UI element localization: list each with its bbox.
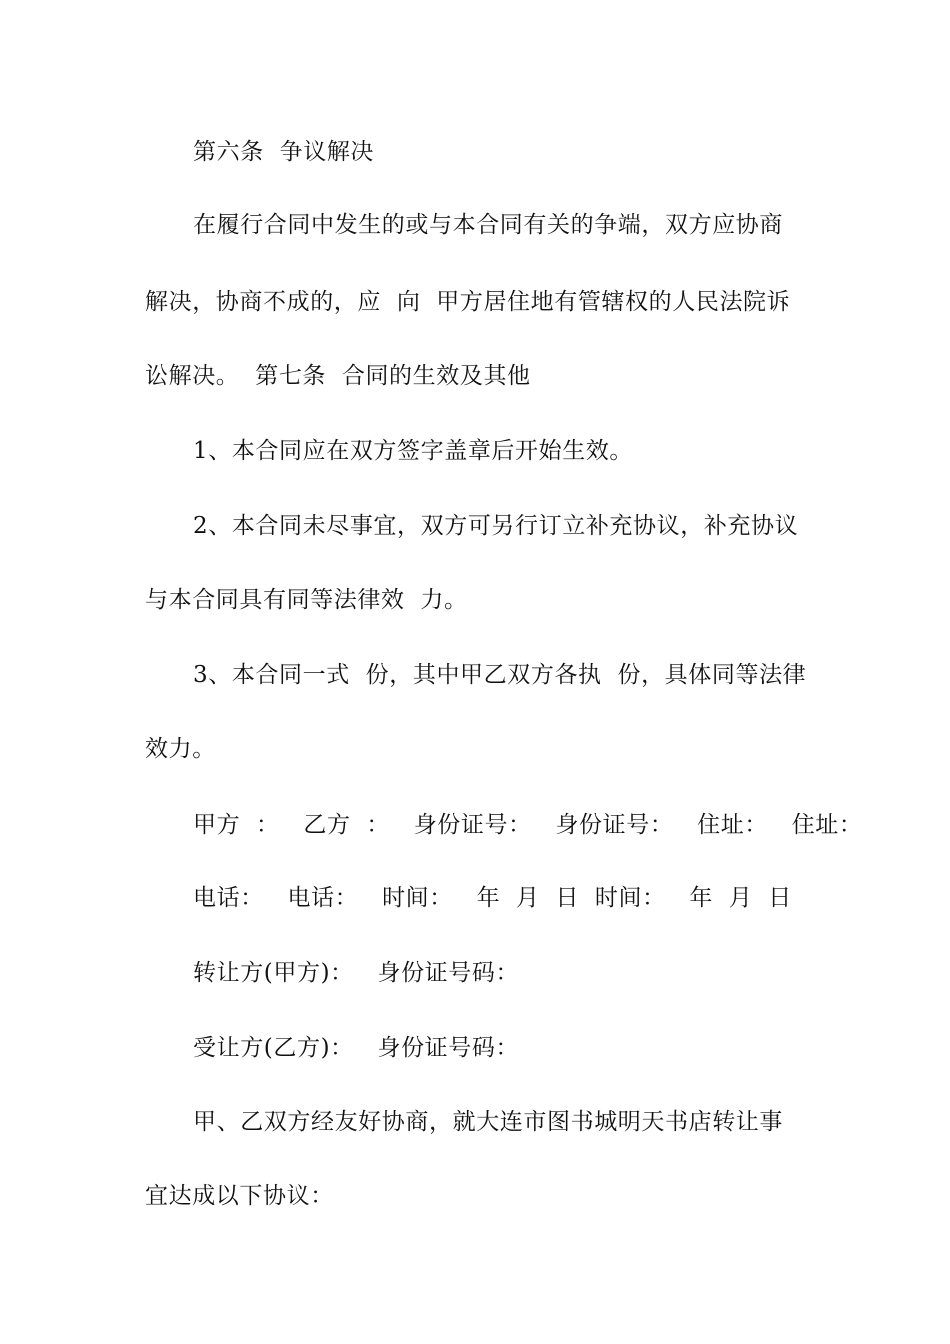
- paragraph-line: 与本合同具有同等法律效 力。: [145, 587, 468, 613]
- transferor-field: 转让方(甲方)： 身份证号码：: [193, 960, 520, 986]
- transferee-field: 受让方(乙方)： 身份证号码：: [193, 1035, 520, 1061]
- section-heading-dispute: 第六条 争议解决: [193, 139, 375, 165]
- paragraph-line: 在履行合同中发生的或与本合同有关的争端，双方应协商: [193, 212, 783, 238]
- clause-item-3: 3、本合同一式 份，其中甲乙双方各执 份，具体同等法律: [193, 662, 807, 688]
- signature-fields-contact: 电话： 电话： 时间： 年 月 日 时间： 年 月 日: [193, 885, 792, 911]
- signature-fields-parties: 甲方 ： 乙方 ： 身份证号： 身份证号： 住址： 住址：: [193, 812, 863, 838]
- paragraph-line: 甲、乙双方经友好协商，就大连市图书城明天书店转让事: [193, 1109, 783, 1135]
- paragraph-line: 效力。: [145, 736, 216, 762]
- clause-item-1: 1、本合同应在双方签字盖章后开始生效。: [193, 438, 634, 464]
- paragraph-line: 解决，协商不成的，应 向 甲方居住地有管辖权的人民法院诉: [145, 289, 791, 315]
- clause-item-2: 2、本合同未尽事宜，双方可另行订立补充协议，补充协议: [193, 513, 799, 539]
- paragraph-line: 宜达成以下协议：: [145, 1183, 334, 1209]
- paragraph-line: 讼解决。 第七条 合同的生效及其他: [145, 363, 531, 389]
